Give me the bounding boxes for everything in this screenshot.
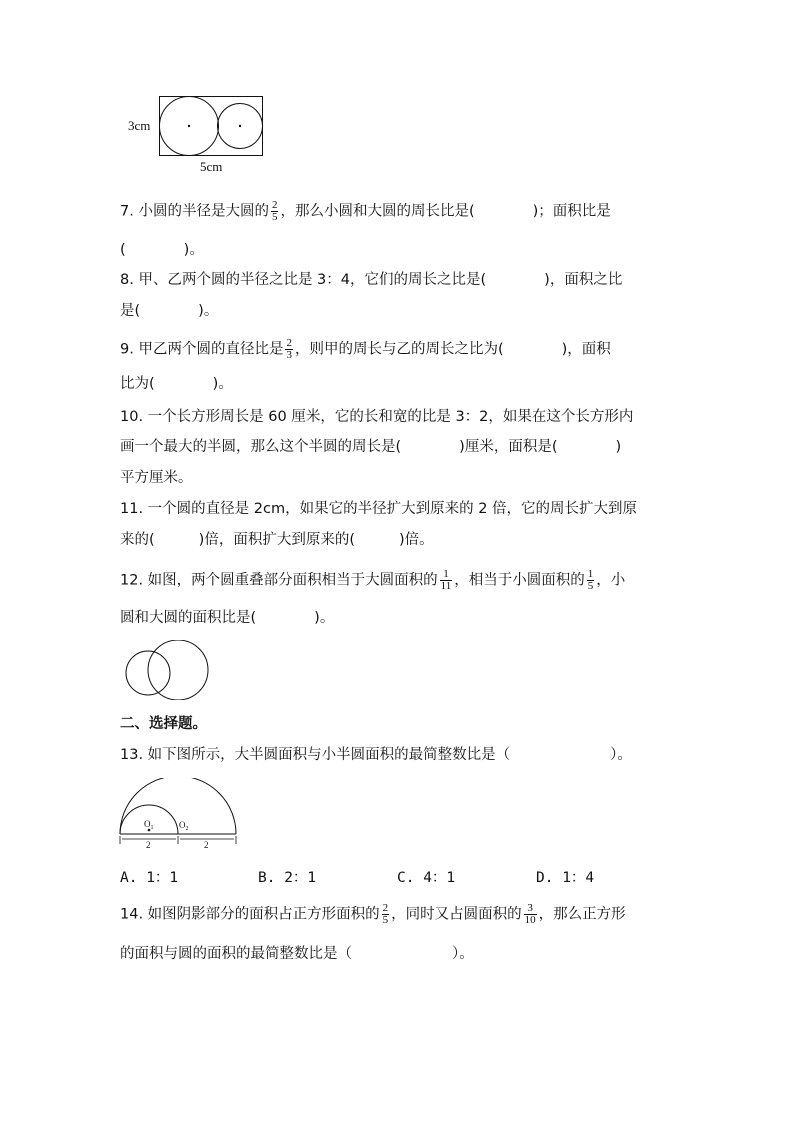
overlapping-circles-figure: [118, 640, 218, 700]
o2-label-sub: 2: [185, 826, 189, 832]
q10-line2-end: ): [615, 439, 622, 455]
q14-line2: [120, 944, 474, 964]
q12-line2: [120, 608, 334, 628]
o2-label: $O_2$: [179, 820, 189, 832]
q10-line2-text: 画一个最大的半圆，那么这个半圆的周长是(: [120, 439, 402, 455]
rect-height-label: 3cm: [128, 118, 151, 133]
q7-fraction: [271, 200, 279, 223]
q7-line2-open: (: [120, 242, 126, 258]
rect-circles-figure: [120, 88, 280, 178]
rect-width-label: 5cm: [200, 159, 223, 174]
q14-fraction-1: [382, 903, 390, 926]
q12-text-mid: ，相当于小圆面积的: [454, 572, 585, 589]
q12-fraction-1-denominator: 11: [440, 580, 452, 592]
q9-line2-close: )。: [212, 376, 233, 392]
rect-circles-svg: [120, 88, 280, 178]
q12-fraction-2: [587, 569, 595, 592]
dim-left-label: 2: [146, 840, 151, 850]
q8-line2-open: 是(: [120, 303, 141, 319]
q8-line1-end: )，面积之比: [544, 272, 623, 288]
large-circle-center: [188, 125, 190, 127]
q14-fraction-2-numerator: 3: [524, 903, 537, 915]
dim-right-label: 2: [204, 840, 209, 850]
q10-line3: [120, 468, 193, 488]
q7-number: 7.: [120, 203, 134, 220]
q14-text-pre: 14. 如图阴影部分的面积占正方形面积的: [120, 906, 380, 923]
q12-fraction-1-numerator: 1: [440, 569, 453, 581]
q11-line1: [120, 499, 637, 519]
q12-line2-close: )。: [314, 610, 335, 626]
q11-line2-mid: )倍，面积扩大到原来的(: [198, 532, 355, 548]
q13-option-a[interactable]: A. 1：1: [120, 870, 179, 886]
q14-fraction-1-numerator: 2: [382, 902, 389, 914]
q10-line2: [120, 437, 621, 457]
q14-fraction-2-denominator: 10: [524, 914, 536, 926]
large-semicircle: [120, 778, 236, 834]
o1-label: $O_1$: [144, 819, 154, 831]
overlapping-circles-svg: [118, 640, 218, 700]
q9-fraction: [285, 338, 293, 361]
q7-line2-close: )。: [183, 242, 204, 258]
q10-line2-mid: )厘米，面积是(: [459, 439, 558, 455]
q8-line2: [120, 301, 218, 321]
q14-fraction-1-denominator: 5: [382, 914, 389, 926]
q13-option-d[interactable]: D. 1：4: [536, 870, 595, 886]
q14-line2-open: 的面积与圆的面积的最简整数比是（: [120, 946, 352, 962]
q12-fraction-1: [440, 569, 453, 592]
outer-rectangle: [160, 97, 263, 156]
q10-line1-text: 10. 一个长方形周长是 60 厘米，它的长和宽的比是 3：2，如果在这个长方形内: [120, 409, 634, 425]
semicircles-svg: [112, 778, 242, 850]
small-circle-center: [239, 125, 241, 127]
q10-line1: [120, 407, 633, 427]
q11-line2-close: )倍。: [399, 532, 434, 548]
q11-line2-open: 来的(: [120, 532, 155, 548]
q12-text-pre: 12. 如图，两个圆重叠部分面积相当于大圆面积的: [120, 572, 438, 589]
q9-fraction-numerator: 2: [286, 337, 292, 349]
q9-line2: [120, 374, 233, 394]
q14-text-mid: ，同时又占圆面积的: [391, 906, 522, 923]
q7-text-post2: )；面积比是: [532, 203, 611, 220]
section2-title: [120, 714, 207, 734]
q12-line2-open: 圆和大圆的面积比是(: [120, 610, 257, 626]
q13-text-post: ）。: [610, 747, 632, 763]
q14-line2-close: ）。: [452, 946, 474, 962]
q9-text-post: ，则甲的周长与乙的周长之比为(: [294, 341, 504, 358]
q9-line2-open: 比为(: [120, 376, 155, 392]
section2-title-text: 二、选择题。: [120, 716, 207, 732]
q14-text-post: ，那么正方形: [538, 906, 626, 923]
q8-line2-close: )。: [198, 303, 219, 319]
q13-option-c[interactable]: C. 4：1: [397, 870, 456, 886]
q7-text-pre: 小圆的半径是大圆的: [138, 203, 269, 220]
q12-text-post: ，小: [596, 572, 626, 589]
o1-label-sub: 1: [150, 825, 154, 831]
q13-line1: [120, 745, 632, 765]
q7-fraction-numerator: 2: [271, 199, 278, 211]
q7-line1: [120, 200, 611, 223]
q13-option-b[interactable]: B. 2：1: [258, 870, 317, 886]
q12-fraction-2-denominator: 5: [587, 580, 594, 592]
q11-line1-text: 11. 一个圆的直径是 2cm，如果它的半径扩大到原来的 2 倍，它的周长扩大到原: [120, 501, 638, 517]
q8-line1-text: 8. 甲、乙两个圆的半径之比是 3：4，它们的周长之比是(: [120, 272, 487, 288]
q11-line2: [120, 530, 434, 550]
q8-line1: [120, 270, 622, 290]
q9-fraction-denominator: 3: [286, 349, 292, 361]
q9-text-post2: )，面积: [561, 341, 611, 358]
q7-line2: [120, 240, 204, 260]
q13-text-pre: 13. 如下图所示，大半圆面积与小半圆面积的最简整数比是（: [120, 747, 511, 763]
q9-text-pre: 9. 甲乙两个圆的直径比是: [120, 341, 284, 358]
q9-line1: [120, 338, 611, 361]
q12-fraction-2-numerator: 1: [587, 568, 594, 580]
q12-line1: [120, 569, 625, 592]
q14-line1: [120, 903, 626, 926]
q7-fraction-denominator: 5: [271, 211, 278, 223]
q7-text-post: ，那么小圆和大圆的周长比是(: [280, 203, 475, 220]
large-overlap-circle: [148, 640, 208, 700]
q10-line3-text: 平方厘米。: [120, 470, 193, 486]
semicircles-figure: [112, 778, 242, 850]
q14-fraction-2: [524, 903, 537, 926]
